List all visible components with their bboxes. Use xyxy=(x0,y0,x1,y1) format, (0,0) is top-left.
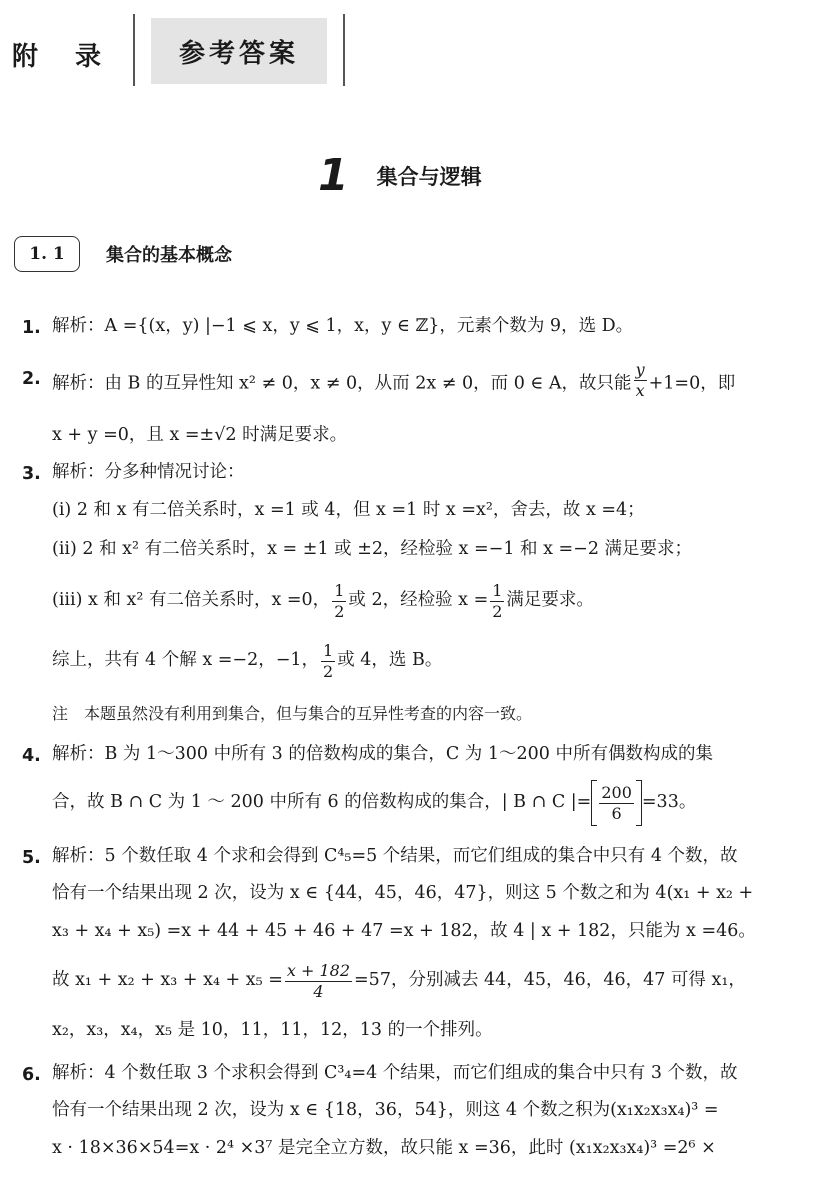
fraction xyxy=(332,582,346,620)
problem-line: 解析：A ={(x，y) |−1 ⩽ x，y ⩽ 1，x，y ∈ ℤ}，元素个数为 9，选 D。 xyxy=(52,316,634,336)
fraction-numerator: 1 xyxy=(492,581,503,600)
problem-number: 2. xyxy=(22,369,41,389)
fraction xyxy=(285,962,352,1000)
problem-text: 或 2，经检验 x = xyxy=(348,590,489,611)
note-line: 注 本题虽然没有利用到集合，但与集合的互异性考查的内容一致。 xyxy=(52,704,533,723)
problem-line xyxy=(52,642,442,680)
problem-text: (iii) x 和 x² 有二倍关系时，x =0， xyxy=(52,590,331,611)
problem-line xyxy=(52,360,736,400)
problem-text: +1=0，即 xyxy=(648,373,736,394)
problem-text: 或 4，选 B。 xyxy=(337,650,443,671)
fraction-denominator: 2 xyxy=(492,601,503,621)
floor-bracket xyxy=(591,780,642,826)
page-header xyxy=(0,14,826,86)
answers-label: 参考答案 xyxy=(151,18,327,84)
fraction-denominator: 6 xyxy=(611,803,622,823)
problem-number: 6. xyxy=(22,1065,41,1085)
problem-text: 满足要求。 xyxy=(506,590,594,611)
problem-line: x · 18×36×54=x · 2⁴ ×3⁷ 是完全立方数，故只能 x =36，此时 (x₁x₂x₃x₄)³ =2⁶ × xyxy=(52,1138,716,1158)
section-heading xyxy=(14,236,232,272)
problem-number: 3. xyxy=(22,464,41,484)
problem-line: 恰有一个结果出现 2 次，设为 x ∈ {18，36，54}，则这 4 个数之积为(x₁x₂x₃x₄)³ = xyxy=(52,1100,719,1120)
chapter-number: 1 xyxy=(318,150,349,201)
problem-line: 解析：4 个数任取 3 个求积会得到 C³₄=4 个结果，而它们组成的集合中只有 3 个数，故 xyxy=(52,1063,738,1083)
fraction-numerator: x + 182 xyxy=(286,961,351,980)
problem-line: x₃ + x₄ + x₅) =x + 44 + 45 + 46 + 47 =x + 182，故 4 | x + 182，只能为 x =46。 xyxy=(52,921,756,941)
header-divider xyxy=(133,14,135,86)
fraction-numerator: 1 xyxy=(323,641,334,660)
problem-text: 综上，共有 4 个解 x =−2，−1， xyxy=(52,650,320,671)
fraction-denominator: 2 xyxy=(323,661,334,681)
problem-line: 解析：分多种情况讨论： xyxy=(52,462,245,482)
problem-number: 5. xyxy=(22,848,41,868)
problem-line xyxy=(52,582,594,620)
fraction xyxy=(634,361,647,399)
fraction-numerator: 200 xyxy=(601,782,632,802)
problem-text: 故 x₁ + x₂ + x₃ + x₄ + x₅ = xyxy=(52,970,283,991)
problem-line: (i) 2 和 x 有二倍关系时，x =1 或 4，但 x =1 时 x =x²，舍去，故 x =4； xyxy=(52,500,645,520)
problem-text: =57，分别减去 44，45，46，46，47 可得 x₁， xyxy=(354,970,746,991)
chapter-heading xyxy=(318,150,482,201)
fraction xyxy=(599,784,634,822)
appendix-label: 附 录 xyxy=(12,42,116,72)
problem-number: 4. xyxy=(22,746,41,766)
problem-line: 解析：B 为 1～300 中所有 3 的倍数构成的集合，C 为 1～200 中所有偶数构成的集 xyxy=(52,744,713,764)
problem-line: x + y =0，且 x =±√2 时满足要求。 xyxy=(52,425,348,445)
problem-text: =33。 xyxy=(641,792,697,813)
problem-number: 1. xyxy=(22,318,41,338)
fraction-denominator: x xyxy=(635,380,645,400)
fraction xyxy=(321,642,335,680)
section-number: 1. 1 xyxy=(14,236,80,272)
problem-line: (ii) 2 和 x² 有二倍关系时，x = ±1 或 ±2，经检验 x =−1 和 x =−2 满足要求； xyxy=(52,539,693,559)
chapter-title: 集合与逻辑 xyxy=(376,164,482,189)
section-title: 集合的基本概念 xyxy=(106,245,232,266)
problem-text: 合，故 B ∩ C 为 1 ～ 200 中所有 6 的倍数构成的集合，| B ∩ C |= xyxy=(52,792,592,813)
fraction-numerator: 1 xyxy=(334,581,345,600)
problem-line: 恰有一个结果出现 2 次，设为 x ∈ {44，45，46，47}，则这 5 个数之和为 4(x₁ + x₂ + xyxy=(52,883,754,903)
fraction-numerator: y xyxy=(635,360,645,379)
bracket-left xyxy=(591,780,597,826)
fraction-denominator: 2 xyxy=(334,601,345,621)
problem-line: x₂，x₃，x₄，x₅ 是 10，11，11，12，13 的一个排列。 xyxy=(52,1020,493,1040)
header-divider xyxy=(343,14,345,86)
problem-line: 解析：5 个数任取 4 个求和会得到 C⁴₅=5 个结果，而它们组成的集合中只有 4 个数，故 xyxy=(52,846,738,866)
problem-line xyxy=(52,962,746,1000)
problem-line xyxy=(52,780,696,826)
fraction xyxy=(490,582,504,620)
problem-text: 解析：由 B 的互异性知 x² ≠ 0，x ≠ 0，从而 2x ≠ 0，而 0 ∈ A，故只能 xyxy=(52,373,632,394)
fraction-denominator: 4 xyxy=(313,981,324,1001)
